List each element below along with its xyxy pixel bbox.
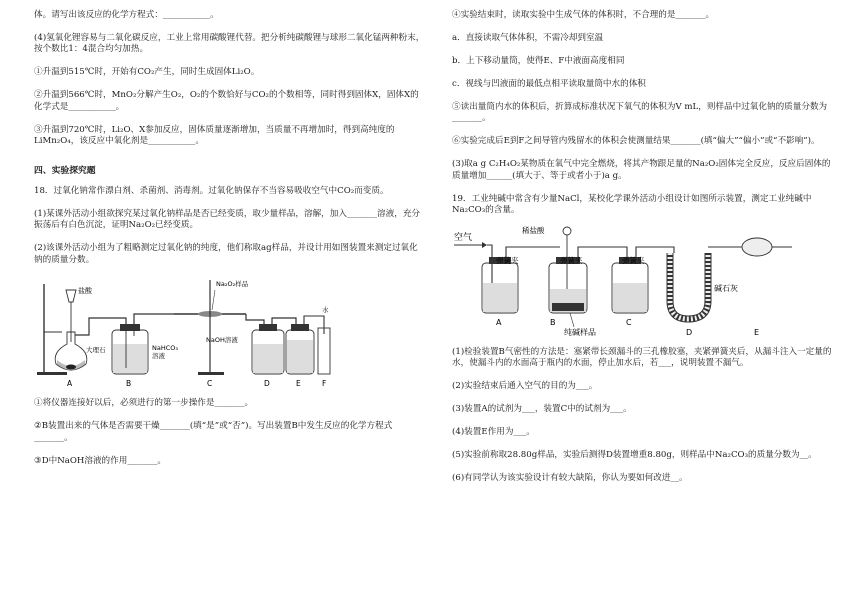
label-a: A [496,317,502,327]
marble-label: 大理石 [86,346,106,355]
question-text: (4)氢氧化锂容易与二氧化碳反应，工业上常用碳酸锂代替。把分析纯碳酸锂与球形二氧化锰两种粉末，按个数比1：4混合均匀加热。 [34,33,425,55]
nahco3-label: NaHCO₃ [152,344,178,353]
option-c: c．视线与凹液面的最低点相平读取量筒中水的体积 [452,79,646,89]
option-b: b．上下移动量筒，使得E、F中液面高度相同 [452,56,625,66]
label-a: A [67,379,73,389]
naoh-label: NaOH溶液 [206,336,238,345]
section-title: 四、实验探究题 [34,165,96,176]
clamp-3-label: 弹簧夹 [622,255,645,265]
label-c: C [207,379,213,389]
label-d: D [686,327,693,337]
question-text: 体。请写出该反应的化学方程式：___________。 [34,10,219,20]
clamp-2-label: 弹簧夹 [560,255,583,265]
question-text: ②升温到566℃时，MnO₂分解产生O₂，O₂的个数恰好与CO₂的个数相等，同时得到固体X，固体X的化学式是___________。 [34,90,419,112]
question-text: ③升温到720℃时，Li₂O、X参加反应，固体质量逐渐增加，当质量不再增加时，得到高纯度的LiMn₂O₄，该反应中氧化剂是___________。 [34,124,395,147]
option-a: a．直接读取气体体积，不需冷却到室温 [452,33,604,43]
label-c: C [626,317,632,327]
question-text: ⑥实验完成后E到F之间导管内残留水的体积会使测量结果_______(填“偏大”“偏小”或“不影响”)。 [452,136,820,147]
left-column [34,10,426,479]
label-e: E [754,327,760,337]
apparatus-figure-1 [34,272,334,390]
hcl-label: 盐酸 [78,287,92,296]
solution-label: 溶液 [152,352,165,361]
question-18-item-3: ③D中NaOH溶液的作用_______。 [34,455,167,466]
question-19-part-6: (6)有同学认为该实验设计有较大缺陷，你认为要如何改进__。 [452,473,688,484]
sample-label-2: 纯碱样品 [564,327,596,337]
hcl-label-2: 稀盐酸 [522,225,545,235]
label-e: E [296,379,301,389]
label-f: F [322,379,327,389]
question-text: ④实验结束时，读取实验中生成气体的体积时，不合理的是_______。 [452,10,715,20]
question-18-stem: 18．过氧化钠常作漂白剂、杀菌剂、消毒剂。过氧化钠保存不当容易吸收空气中CO₂而变质。 [34,186,389,197]
question-18-item-2: ②B装置出来的气体是否需要干燥_______(填“是”或“否”)。写出装置B中发生反应的化学方程式_______。 [34,421,393,443]
question-text: ①升温到515℃时，开始有CO₂产生，同时生成固体Li₂O。 [34,67,260,78]
clamp-1-label: 弹簧夹 [496,255,519,265]
air-label: 空气 [454,232,473,243]
label-b: B [550,317,556,327]
question-18-part-1: (1)某课外活动小组欲探究某过氧化钠样品是否已经变质，取少量样品，溶解，加入_______溶液，充分振荡后有白色沉淀，证明Na₂O₂已经变质。 [34,209,421,231]
sample-label: Na₂O₂样品 [216,280,249,289]
question-19-part-4: (4)装置E作用为___。 [452,427,535,438]
question-19-part-2: (2)实验结束后通入空气的目的为___。 [452,381,598,392]
question-19-part-3: (3)装置A的试剂为___，装置C中的试剂为___。 [452,404,632,415]
question-text: ⑤读出量筒内水的体积后，折算成标准状况下氧气的体积为V mL，则样品中过氧化钠的质量分数为_______。 [452,102,828,124]
label-d: D [264,379,270,389]
question-19-part-5: (5)实验前称取28.80g样品，实验后测得D装置增重8.80g，则样品中Na₂CO₃的质量分数为__。 [452,450,817,461]
question-18-part-2: (2)该课外活动小组为了粗略测定过氧化钠的纯度，他们称取ag样品，并设计用如图装置来测定过氧化钠的质量分数。 [34,243,418,265]
right-column [452,10,836,496]
soda-lime-label: 碱石灰 [714,283,738,293]
water-label: 水 [322,306,329,315]
question-18-item-1: ①将仪器连接好以后，必须进行的第一步操作是_______。 [34,398,254,409]
question-19-stem: 19．工业纯碱中常含有少量NaCl，某校化学课外活动小组设计如图所示装置，测定工业纯碱中Na₂CO₃的含量。 [452,193,812,216]
question-19-part-1: (1)检验装置B气密性的方法是：塞紧带长颈漏斗的三孔橡胶塞，夹紧弹簧夹后，从漏斗注入一定量的水，使漏斗内的水面高于瓶内的水面，停止加水后，若___，说明装置不漏气。 [452,346,832,369]
label-b: B [126,379,132,389]
apparatus-figure-2 [452,223,812,339]
question-text: (3)取a g C₂H₄O₂某物质在氧气中完全燃烧，将其产物跟足量的Na₂O₂固体完全反应，反应后固体的质量增加______(填大于、等于或者小于)a g。 [452,159,831,181]
